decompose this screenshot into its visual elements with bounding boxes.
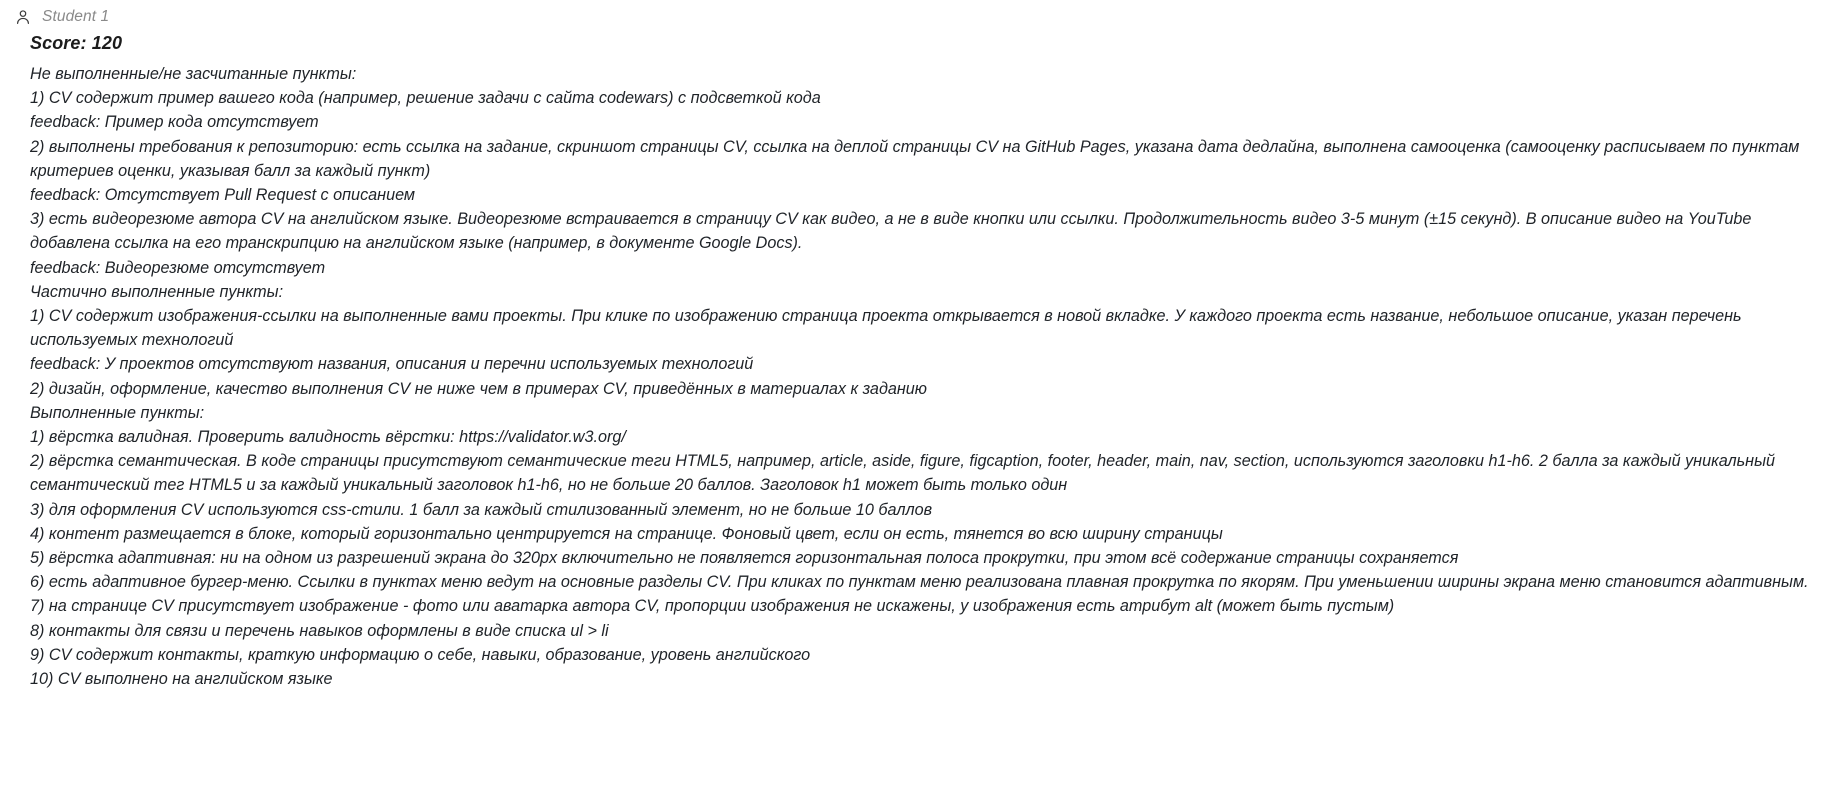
partially-completed-item: 2) дизайн, оформление, качество выполнения CV не ниже чем в примерах CV, приведённых в материалах к заданию (30, 379, 927, 398)
student-name: Student 1 (42, 8, 110, 25)
completed-item: 1) вёрстка валидная. Проверить валидность вёрстки: https://validator.w3.org/ (30, 428, 626, 447)
score-line: Score: 120 (30, 33, 123, 53)
not-completed-item: 1) CV содержит пример вашего кода (например, решение задачи с сайта codewars) с подсветкой кода (30, 89, 821, 108)
feedback-body (30, 62, 1821, 691)
partially-completed-feedback: feedback: У проектов отсутствуют названия, описания и перечни используемых технологий (30, 355, 754, 374)
not-completed-feedback: feedback: Отсутствует Pull Request с описанием (30, 186, 415, 205)
not-completed-feedback: feedback: Пример кода отсутствует (30, 113, 319, 132)
not-completed-feedback: feedback: Видеорезюме отсутствует (30, 258, 326, 277)
not-completed-item: 3) есть видеорезюме автора CV на английском языке. Видеорезюме встраивается в страницу CV как видео, а не в виде кнопки или ссылки. Продолжительность видео 3-5 минут (±15 секунд). В описание видео на YouTube добавлена ссылка на его транскрипцию на английском языке (например, в документе Google Docs). (30, 210, 1752, 253)
partially-completed-item: 1) CV содержит изображения-ссылки на выполненные вами проекты. При клике по изображению страница проекта открывается в новой вкладке. У каждого проекта есть название, небольшое описание, указан перечень используемых технологий (30, 307, 1742, 350)
section-heading-partially-completed: Частично выполненные пункты: (30, 282, 284, 301)
completed-item: 8) контакты для связи и перечень навыков оформлены в виде списка ul > li (30, 621, 609, 640)
section-heading-completed: Выполненные пункты: (30, 403, 205, 422)
student-header (30, 4, 1821, 30)
completed-item: 2) вёрстка семантическая. В коде страницы присутствуют семантические теги HTML5, например, article, aside, figure, figcaption, footer, header, main, nav, section, используются заголовки h1-h6. 2 балла за каждый уникальный семантический тег HTML5 и за каждый уникальный заголовок h1-h6, но не больше 20 баллов. Заголовок h1 может быть только один (30, 452, 1776, 495)
not-completed-item: 2) выполнены требования к репозиторию: есть ссылка на задание, скриншот страницы CV, ссылка на деплой страницы CV на GitHub Pages, указана дата дедлайна, выполнена самооценка (самооценку расписываем по пунктам критериев оценки, указывая балл за каждый пункт) (30, 137, 1800, 180)
completed-item: 3) для оформления CV используются css-стили. 1 балл за каждый стилизованный элемент, но не больше 10 баллов (30, 500, 933, 519)
completed-item: 10) CV выполнено на английском языке (30, 670, 333, 689)
section-heading-not-completed: Не выполненные/не засчитанные пункты: (30, 65, 357, 83)
completed-item: 5) вёрстка адаптивная: ни на одном из разрешений экрана до 320px включительно не появляется горизонтальная полоса прокрутки, при этом всё содержание страницы сохраняется (30, 549, 1459, 568)
completed-item: 9) CV содержит контакты, краткую информацию о себе, навыки, образование, уровень английского (30, 645, 811, 664)
completed-item: 6) есть адаптивное бургер-меню. Ссылки в пунктах меню ведут на основные разделы CV. При кликах по пунктам меню реализована плавная прокрутка по якорям. При уменьшении ширины экрана меню становится адаптивным. (30, 573, 1809, 592)
completed-item: 4) контент размещается в блоке, который горизонтально центрируется на странице. Фоновый цвет, если он есть, тянется во всю ширину страницы (30, 524, 1223, 543)
user-icon (14, 8, 32, 26)
completed-item: 7) на странице CV присутствует изображение - фото или аватарка автора CV, пропорции изображения не искажены, у изображения есть атрибут alt (может быть пустым) (30, 597, 1395, 616)
